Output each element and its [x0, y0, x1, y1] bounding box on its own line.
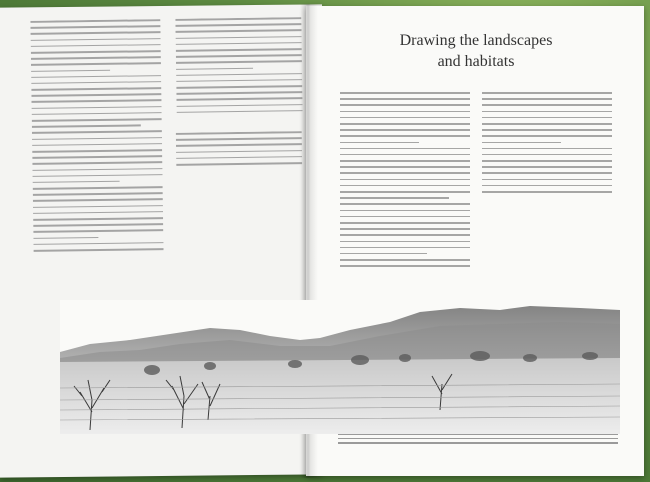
- text-line: [482, 185, 612, 187]
- text-line: [33, 174, 163, 177]
- text-line: [33, 199, 163, 202]
- text-line: [176, 67, 253, 70]
- text-line: [176, 29, 302, 32]
- text-line: [32, 118, 162, 121]
- text-line: [31, 56, 161, 59]
- text-line: [175, 17, 301, 20]
- text-line: [31, 50, 161, 53]
- text-line: [482, 104, 612, 106]
- text-line: [482, 129, 612, 131]
- text-line: [32, 137, 162, 140]
- text-line: [176, 85, 302, 88]
- text-line: [33, 223, 163, 226]
- text-line: [340, 253, 427, 255]
- text-line: [32, 112, 162, 115]
- text-line: [340, 142, 419, 144]
- text-line: [31, 81, 161, 84]
- text-line: [340, 129, 470, 131]
- text-line: [482, 117, 612, 119]
- text-line: [340, 203, 470, 205]
- right-text-column-1: [340, 92, 470, 272]
- text-line: [34, 248, 164, 251]
- text-line: [340, 179, 470, 181]
- text-line: [176, 150, 302, 153]
- chapter-title-line-2: and habitats: [437, 53, 515, 70]
- illustration-caption: [338, 434, 618, 444]
- left-text-column-3: [176, 131, 302, 167]
- text-line: [176, 162, 302, 165]
- text-line: [33, 186, 163, 189]
- text-line: [340, 259, 470, 261]
- text-line: [482, 160, 612, 162]
- text-line: [175, 23, 301, 26]
- text-line: [33, 211, 163, 214]
- text-line: [340, 228, 470, 230]
- text-line: [482, 172, 612, 174]
- text-line: [176, 60, 302, 63]
- text-line: [482, 135, 612, 137]
- text-line: [482, 111, 612, 113]
- text-line: [338, 438, 618, 439]
- text-line: [340, 117, 470, 119]
- text-line: [340, 265, 470, 267]
- text-line: [176, 98, 302, 101]
- text-line: [340, 216, 470, 218]
- text-line: [340, 241, 470, 243]
- text-line: [33, 192, 163, 195]
- text-line: [338, 442, 618, 443]
- text-line: [176, 79, 302, 82]
- text-line: [176, 48, 302, 51]
- text-line: [176, 131, 302, 134]
- text-line: [32, 125, 141, 128]
- text-line: [482, 123, 612, 125]
- text-line: [340, 197, 449, 199]
- text-line: [31, 87, 161, 90]
- text-line: [340, 104, 470, 106]
- text-line: [33, 237, 98, 240]
- text-line: [482, 98, 612, 100]
- text-line: [31, 93, 161, 96]
- text-line: [340, 111, 470, 113]
- text-line: [32, 155, 162, 158]
- text-line: [31, 100, 161, 103]
- text-line: [31, 69, 110, 72]
- text-line: [176, 36, 302, 39]
- right-text-column-2: [482, 92, 612, 198]
- text-line: [31, 62, 161, 65]
- text-line: [340, 166, 470, 168]
- text-line: [177, 110, 303, 113]
- text-line: [482, 92, 612, 94]
- text-line: [340, 92, 470, 94]
- text-line: [31, 75, 161, 78]
- text-line: [32, 143, 162, 146]
- text-line: [176, 91, 302, 94]
- text-line: [340, 191, 470, 193]
- text-line: [31, 44, 161, 47]
- text-line: [32, 168, 162, 171]
- text-line: [482, 191, 612, 193]
- chapter-title: [356, 30, 596, 72]
- text-line: [340, 154, 470, 156]
- text-line: [176, 143, 302, 146]
- text-line: [482, 142, 561, 144]
- left-text-column-2: [175, 17, 302, 115]
- text-line: [176, 137, 302, 140]
- text-line: [340, 210, 470, 212]
- text-line: [32, 106, 162, 109]
- text-line: [482, 179, 612, 181]
- text-line: [30, 25, 160, 28]
- text-line: [340, 148, 470, 150]
- text-line: [176, 54, 302, 57]
- text-line: [340, 123, 470, 125]
- text-line: [33, 242, 163, 245]
- text-line: [31, 31, 161, 34]
- text-line: [31, 38, 161, 41]
- text-line: [33, 217, 163, 220]
- text-line: [340, 172, 470, 174]
- text-line: [33, 181, 120, 184]
- text-line: [338, 434, 618, 435]
- text-line: [340, 160, 470, 162]
- text-line: [340, 234, 470, 236]
- text-line: [33, 229, 163, 232]
- text-line: [340, 98, 470, 100]
- text-line: [340, 185, 470, 187]
- text-line: [176, 156, 302, 159]
- left-text-column-1: [30, 19, 163, 257]
- text-line: [177, 104, 303, 107]
- text-line: [32, 149, 162, 152]
- text-line: [482, 148, 612, 150]
- text-line: [32, 161, 162, 164]
- text-line: [340, 247, 470, 249]
- text-line: [482, 154, 612, 156]
- landscape-illustration: [60, 300, 620, 434]
- text-line: [482, 166, 612, 168]
- text-line: [176, 42, 302, 45]
- text-line: [32, 130, 162, 133]
- chapter-title-line-1: Drawing the landscapes: [399, 32, 553, 49]
- text-line: [340, 135, 470, 137]
- text-line: [176, 73, 302, 76]
- text-line: [33, 205, 163, 208]
- text-line: [340, 222, 470, 224]
